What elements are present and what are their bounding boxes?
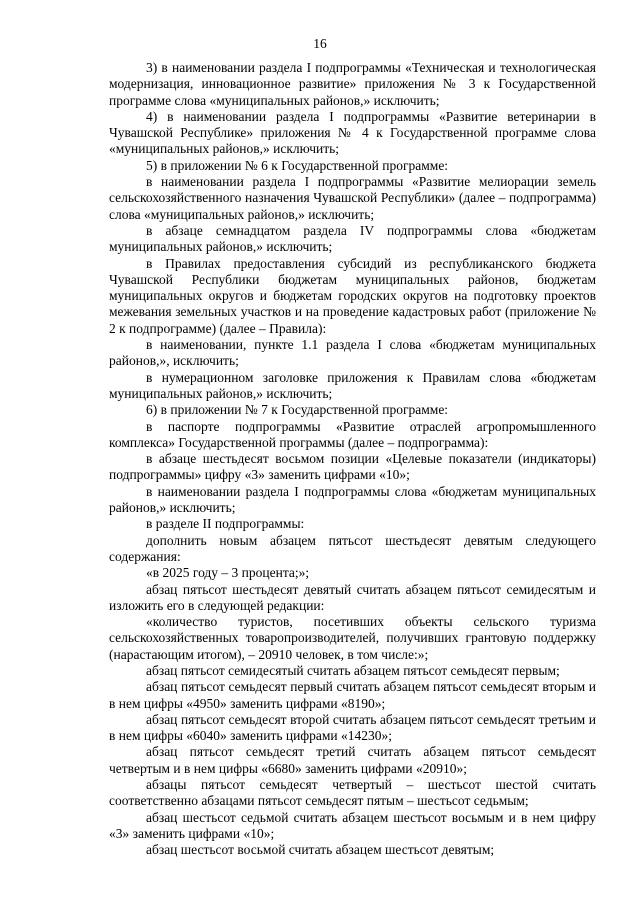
paragraph: абзац пятьсот семидесятый считать абзацем пятьсот семьдесят первым; [146, 662, 560, 678]
paragraph: абзацы пятьсот семьдесят четвертый – шестьсот шестой считать соответственно абзацами пятьсот семьдесят пятым – шестьсот седьмым; [109, 777, 596, 809]
paragraph: в наименовании, пункте 1.1 раздела I слова «бюджетам муниципальных районов,», исключить; [109, 337, 596, 369]
paragraph: 6) в приложении № 7 к Государственной программе: [146, 402, 449, 418]
paragraph: абзац шестьсот восьмой считать абзацем шестьсот девятым; [146, 842, 495, 858]
paragraph: абзац пятьсот шестьдесят девятый считать абзацем пятьсот семидесятым и изложить его в следующей редакции: [109, 581, 596, 613]
paragraph: в паспорте подпрограммы «Развитие отраслей агропромышленного комплекса» Государственной программы (далее – подпрограмма): [109, 418, 596, 450]
paragraph: «количество туристов, посетивших объекты сельского туризма сельскохозяйственных товаропроизводителей, получивших грантовую поддержку (нарастающим итогом), – 20910 человек, в том числе:»; [109, 614, 596, 662]
paragraph: дополнить новым абзацем пятьсот шестьдесят девятым следующего содержания: [109, 532, 596, 564]
paragraph: в наименовании раздела I подпрограммы слова «бюджетам муниципальных районов,» исключить; [109, 483, 596, 516]
page-number: 16 [313, 36, 327, 51]
paragraph: в абзаце шестьдесят восьмом позиции «Целевые показатели (индикаторы) подпрограммы» цифру «3» заменить цифрами «10»; [109, 451, 596, 483]
document-body [109, 60, 596, 859]
paragraph: абзац пятьсот семьдесят третий считать абзацем пятьсот семьдесят четвертым и в нем цифры «6680» заменить цифрами «20910»; [109, 744, 596, 776]
paragraph: 3) в наименовании раздела I подпрограммы «Техническая и технологическая модернизация, инновационное развитие» приложения № 3 к Государственной программе слова «муниципальных районов,» исключить; [109, 60, 596, 108]
paragraph: абзац пятьсот семьдесят первый считать абзацем пятьсот семьдесят вторым и в нем цифры «4950» заменить цифрами «8190»; [109, 679, 596, 711]
paragraph: 5) в приложении № 6 к Государственной программе: [146, 157, 449, 173]
paragraph: в абзаце семнадцатом раздела IV подпрограммы слова «бюджетам муниципальных районов,» исключить; [109, 222, 596, 255]
paragraph: абзац пятьсот семьдесят второй считать абзацем пятьсот семьдесят третьим и в нем цифры «6040» заменить цифрами «14230»; [109, 711, 596, 744]
paragraph: в наименовании раздела I подпрограммы «Развитие мелиорации земель сельскохозяйственного назначения Чувашской Республики» (далее – подпрограмма) слова «муниципальных районов,» исключить; [109, 174, 596, 222]
paragraph: в нумерационном заголовке приложения к Правилам слова «бюджетам муниципальных районов,» исключить; [109, 369, 596, 401]
paragraph: 4) в наименовании раздела I подпрограммы «Развитие ветеринарии в Чувашской Республике» приложения № 4 к Государственной программе слова «муниципальных районов,» исключить; [109, 108, 596, 157]
paragraph: абзац шестьсот седьмой считать абзацем шестьсот восьмым и в нем цифру «3» заменить цифрами «10»; [109, 809, 596, 841]
paragraph: в разделе II подпрограммы: [146, 516, 305, 532]
paragraph: в Правилах предоставления субсидий из республиканского бюджета Чувашской Республики бюджетам муниципальных районов, бюджетам муниципальных округов и бюджетам городских округов на подготовку проектов межевания земельных участков и на проведение кадастровых работ (приложение № 2 к подпрограмме) (далее – Правила): [109, 255, 596, 336]
paragraph: «в 2025 году – 3 процента;»; [146, 565, 310, 581]
